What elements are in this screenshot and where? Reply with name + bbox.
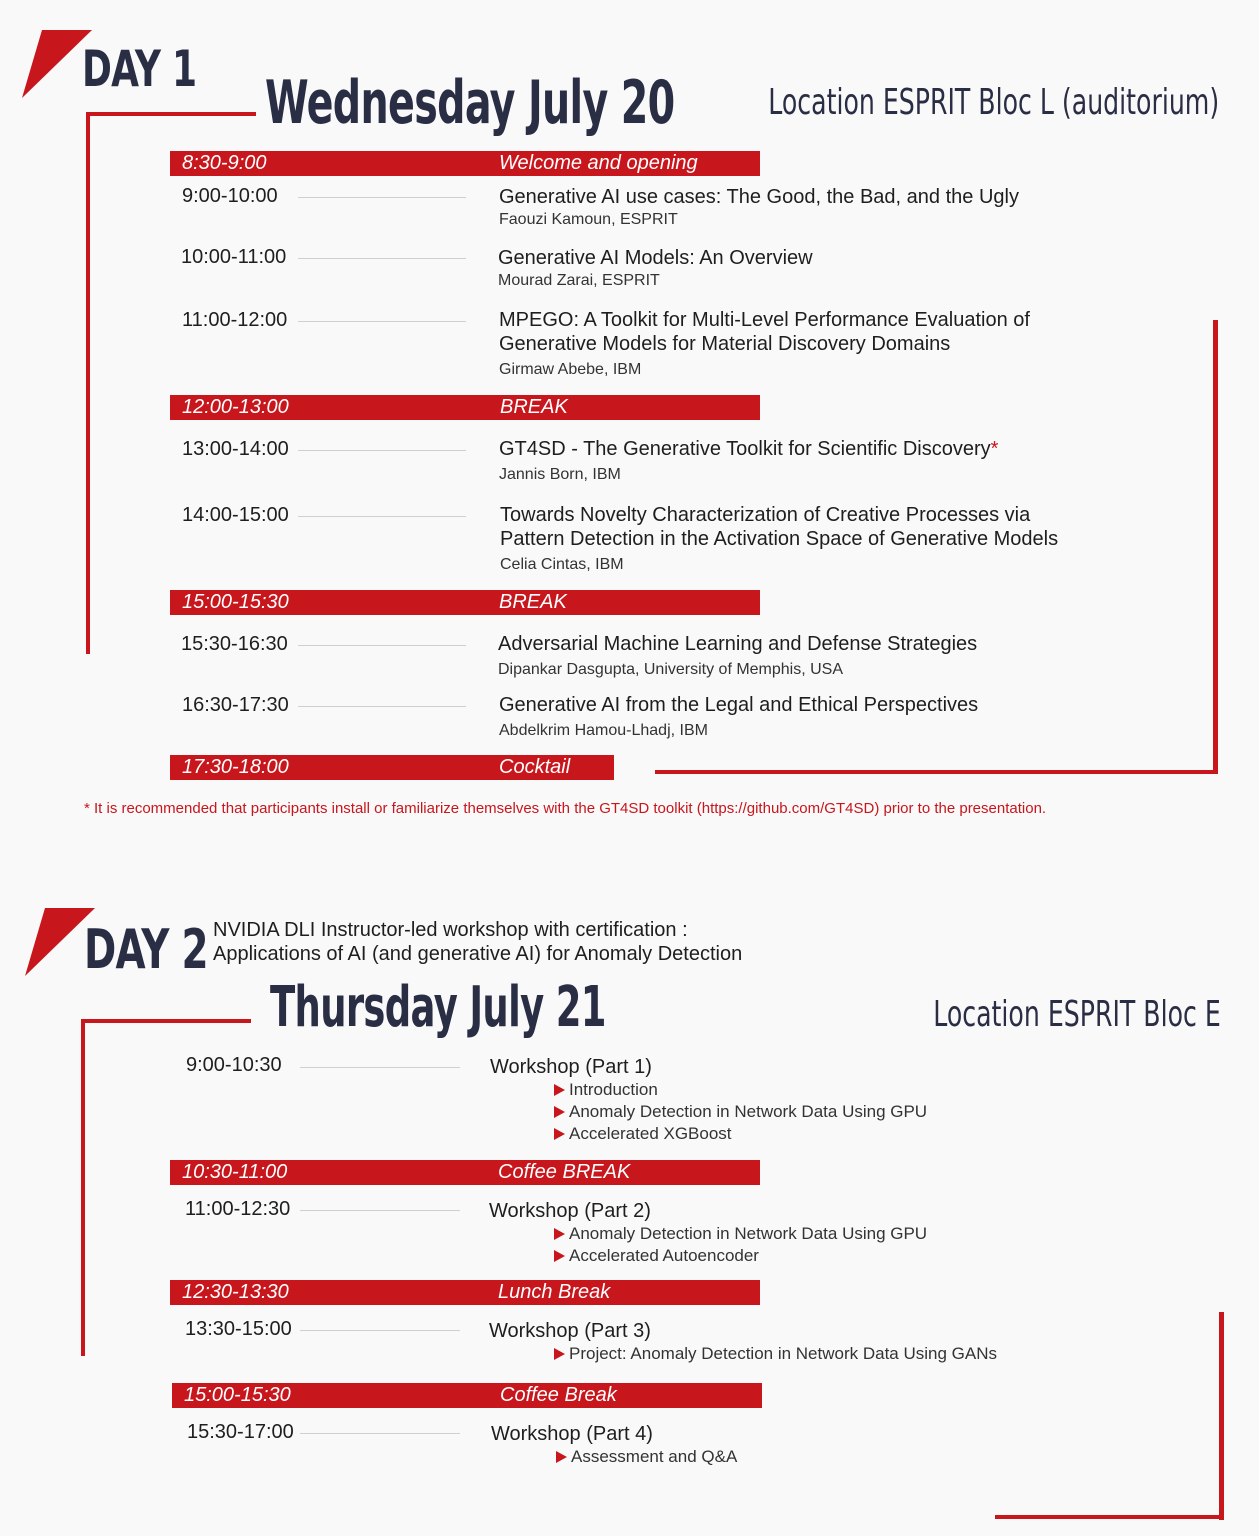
footnote-marker: * bbox=[990, 438, 999, 460]
schedule-break-bar bbox=[170, 590, 760, 615]
session-title: Adversarial Machine Learning and Defense Strategies bbox=[498, 633, 978, 655]
session-time: 11:00-12:30 bbox=[185, 1198, 291, 1220]
session-time: 15:30-16:30 bbox=[181, 633, 288, 655]
workshop-point bbox=[554, 1102, 927, 1122]
session-time: 14:00-15:00 bbox=[182, 504, 289, 526]
divider bbox=[298, 450, 466, 451]
divider bbox=[298, 516, 466, 517]
footnote: * It is recommended that participants install or familiarize themselves with the GT4SD toolkit (https://github.com/GT4SD) prior to the presentation. bbox=[84, 800, 1047, 817]
bar-label: BREAK bbox=[500, 396, 568, 418]
bracket-line-bottom bbox=[655, 770, 1218, 774]
day2-location: Location ESPRIT Bloc E bbox=[933, 994, 1221, 1035]
bracket-line-left bbox=[86, 112, 90, 654]
bar-time: 12:00-13:00 bbox=[182, 396, 289, 418]
workshop-point bbox=[554, 1344, 997, 1364]
session-title: Generative AI Models: An Overview bbox=[498, 247, 813, 269]
point-text: Assessment and Q&A bbox=[571, 1447, 738, 1466]
divider bbox=[300, 1330, 460, 1331]
divider bbox=[298, 321, 466, 322]
divider bbox=[300, 1210, 460, 1211]
bar-time: 15:00-15:30 bbox=[184, 1384, 291, 1406]
schedule-break-bar bbox=[170, 1160, 760, 1185]
point-text: Anomaly Detection in Network Data Using GPU bbox=[569, 1102, 928, 1121]
day2-label: DAY 2 bbox=[84, 918, 208, 981]
bar-time: 12:30-13:30 bbox=[182, 1281, 289, 1303]
point-text: Anomaly Detection in Network Data Using GPU bbox=[569, 1224, 928, 1243]
point-text: Project: Anomaly Detection in Network Data Using GANs bbox=[569, 1344, 998, 1363]
bullet-triangle-icon bbox=[554, 1250, 565, 1262]
bar-label: Cocktail bbox=[499, 756, 571, 778]
schedule-break-bar bbox=[170, 755, 614, 780]
schedule-break-bar bbox=[170, 1280, 760, 1305]
point-text: Accelerated XGBoost bbox=[569, 1124, 732, 1143]
bracket-line-bottom bbox=[995, 1515, 1224, 1519]
session-speaker: Jannis Born, IBM bbox=[499, 466, 621, 483]
session-title-line2: Generative Models for Material Discovery Domains bbox=[499, 333, 951, 355]
workshop-title: Workshop (Part 1) bbox=[490, 1056, 652, 1078]
workshop-point bbox=[554, 1246, 759, 1266]
session-title-text: GT4SD - The Generative Toolkit for Scientific Discovery bbox=[499, 438, 991, 460]
bar-label: BREAK bbox=[499, 591, 567, 613]
bullet-triangle-icon bbox=[554, 1128, 565, 1140]
workshop-subtitle-line2: Applications of AI (and generative AI) for Anomaly Detection bbox=[213, 943, 743, 965]
session-title bbox=[499, 437, 998, 461]
session-time: 16:30-17:30 bbox=[182, 694, 289, 716]
workshop-point bbox=[554, 1224, 927, 1244]
workshop-subtitle-line1: NVIDIA DLI Instructor-led workshop with certification : bbox=[213, 919, 688, 941]
bullet-triangle-icon bbox=[554, 1084, 565, 1096]
schedule-break-bar bbox=[170, 151, 760, 176]
bracket-line-right bbox=[1213, 320, 1218, 774]
bracket-line-left bbox=[81, 1019, 85, 1356]
divider bbox=[298, 645, 466, 646]
workshop-title: Workshop (Part 3) bbox=[489, 1320, 651, 1342]
bullet-triangle-icon bbox=[554, 1348, 565, 1360]
schedule-break-bar bbox=[172, 1383, 762, 1408]
workshop-point bbox=[554, 1080, 658, 1100]
session-time: 11:00-12:00 bbox=[182, 309, 288, 331]
bar-time: 15:00-15:30 bbox=[182, 591, 289, 613]
session-speaker: Faouzi Kamoun, ESPRIT bbox=[499, 211, 678, 228]
divider bbox=[298, 197, 466, 198]
session-title: Generative AI from the Legal and Ethical Perspectives bbox=[499, 694, 979, 716]
session-time: 10:00-11:00 bbox=[181, 246, 287, 268]
session-title-line2: Pattern Detection in the Activation Space of Generative Models bbox=[500, 528, 1059, 550]
bar-time: 10:30-11:00 bbox=[182, 1161, 288, 1183]
schedule-break-bar bbox=[170, 395, 760, 420]
bar-label: Coffee BREAK bbox=[498, 1161, 631, 1183]
workshop-point bbox=[556, 1447, 737, 1467]
bar-label: Welcome and opening bbox=[499, 152, 698, 174]
bullet-triangle-icon bbox=[554, 1106, 565, 1118]
divider bbox=[298, 258, 466, 259]
day2-date: Thursday July 21 bbox=[270, 975, 606, 1040]
bar-label: Coffee Break bbox=[500, 1384, 617, 1406]
bullet-triangle-icon bbox=[556, 1451, 567, 1463]
session-speaker: Abdelkrim Hamou-Lhadj, IBM bbox=[499, 722, 708, 739]
session-title: Towards Novelty Characterization of Creative Processes via bbox=[500, 504, 1031, 526]
bar-label: Lunch Break bbox=[498, 1281, 611, 1303]
bracket-line-right bbox=[1219, 1312, 1224, 1520]
session-speaker: Dipankar Dasgupta, University of Memphis, USA bbox=[498, 661, 844, 678]
bar-time: 8:30-9:00 bbox=[182, 152, 267, 174]
session-time: 13:00-14:00 bbox=[182, 438, 289, 460]
workshop-title: Workshop (Part 4) bbox=[491, 1423, 653, 1445]
session-speaker: Mourad Zarai, ESPRIT bbox=[498, 272, 660, 289]
workshop-point bbox=[554, 1124, 732, 1144]
session-speaker: Girmaw Abebe, IBM bbox=[499, 361, 642, 378]
bar-time: 17:30-18:00 bbox=[182, 756, 289, 778]
day1-date: Wednesday July 20 bbox=[265, 68, 675, 138]
divider bbox=[300, 1433, 460, 1434]
bullet-triangle-icon bbox=[554, 1228, 565, 1240]
bracket-line-top bbox=[86, 112, 256, 116]
session-time: 9:00-10:30 bbox=[186, 1054, 282, 1076]
day1-location: Location ESPRIT Bloc L (auditorium) bbox=[768, 82, 1219, 123]
session-speaker: Celia Cintas, IBM bbox=[500, 556, 624, 573]
session-time: 9:00-10:00 bbox=[182, 185, 278, 207]
session-time: 15:30-17:00 bbox=[187, 1421, 294, 1443]
session-time: 13:30-15:00 bbox=[185, 1318, 292, 1340]
day1-label: DAY 1 bbox=[82, 40, 197, 98]
session-title: MPEGO: A Toolkit for Multi-Level Performance Evaluation of bbox=[499, 309, 1030, 331]
point-text: Accelerated Autoencoder bbox=[569, 1246, 759, 1265]
divider bbox=[298, 706, 466, 707]
point-text: Introduction bbox=[569, 1080, 658, 1099]
divider bbox=[300, 1067, 460, 1068]
bracket-line-top bbox=[81, 1019, 251, 1023]
session-title: Generative AI use cases: The Good, the Bad, and the Ugly bbox=[499, 186, 1019, 208]
workshop-title: Workshop (Part 2) bbox=[489, 1200, 651, 1222]
